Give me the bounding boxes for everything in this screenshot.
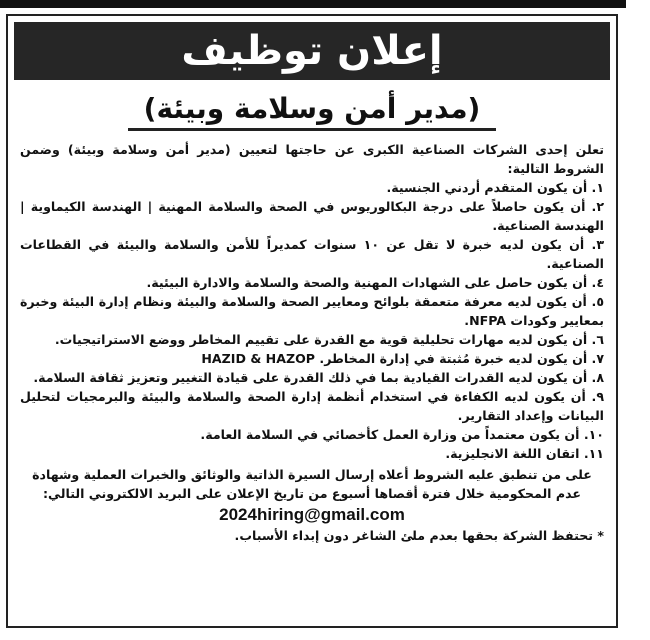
requirement-item: ٨. أن يكون لديه القدرات القيادية بما في ذلك القدرة على قيادة التغيير وتعزيز ثقافة السلامة.: [33, 370, 604, 385]
ad-title: إعلان توظيف: [181, 28, 443, 74]
requirement-item: ٤. أن يكون حاصل على الشهادات المهنية والصحة والسلامة والادارة البيئية.: [146, 275, 604, 290]
requirement-item: ٦. أن يكون لديه مهارات تحليلية قوية مع القدرة على تقييم المخاطر ووضع الاستراتيجيات.: [54, 332, 604, 347]
disclaimer-note: * تحتفظ الشركة بحقها بعدم ملئ الشاغر دون إبداء الأسباب.: [234, 528, 604, 543]
requirement-item: ١. أن يكون المتقدم أردني الجنسية.: [386, 180, 604, 195]
requirement-item: ٥. أن يكون لديه معرفة متعمقة بلوائح ومعايير الصحة والسلامة والبيئة ونظام إدارة البيئة وخبرة بمعايير وكودات NFPA.: [20, 294, 604, 328]
application-instructions: على من تنطبق عليه الشروط أعلاه إرسال السيرة الذاتية والوثائق والخبرات العملية وشهادة عدم المحكومية خلال فترة أقصاها أسبوع من تاريخ الإعلان على البريد الالكتروني التالي:: [32, 467, 592, 501]
requirement-item: ٢. أن يكون حاصلاً على درجة البكالوريوس في الصحة والسلامة المهنية | الهندسة الكيماوية | الهندسة الصناعية.: [20, 199, 604, 233]
job-ad-frame: [6, 14, 618, 628]
job-position-title: (مدير أمن وسلامة وبيئة): [128, 92, 497, 131]
requirement-item: ٩. أن يكون لديه الكفاءة في استخدام أنظمة إدارة الصحة والسلامة والبيئة والبرمجيات لتحليل البيانات وإعداد التقارير.: [20, 389, 604, 423]
requirement-item: ٧. أن يكون لديه خبرة مُثبتة في إدارة المخاطر. HAZID & HAZOP: [201, 351, 604, 366]
requirement-item: ٣. أن يكون لديه خبرة لا تقل عن ١٠ سنوات كمديراً للأمن والسلامة والبيئة في القطاعات الصناعية.: [20, 237, 604, 271]
title-banner: [14, 22, 610, 80]
top-divider: [0, 0, 626, 8]
intro-text: تعلن إحدى الشركات الصناعية الكبرى عن حاجتها لتعيين (مدير أمن وسلامة وبيئة) وضمن الشروط التالية:: [20, 142, 604, 176]
contact-email[interactable]: 2024hiring@gmail.com: [219, 505, 405, 524]
ad-body: [20, 140, 604, 545]
requirement-item: ١٠. أن يكون معتمداً من وزارة العمل كأخصائي في السلامة العامة.: [200, 427, 604, 442]
subtitle-wrap: [8, 92, 616, 132]
requirement-item: ١١. اتقان اللغة الانجليزية.: [445, 446, 604, 461]
